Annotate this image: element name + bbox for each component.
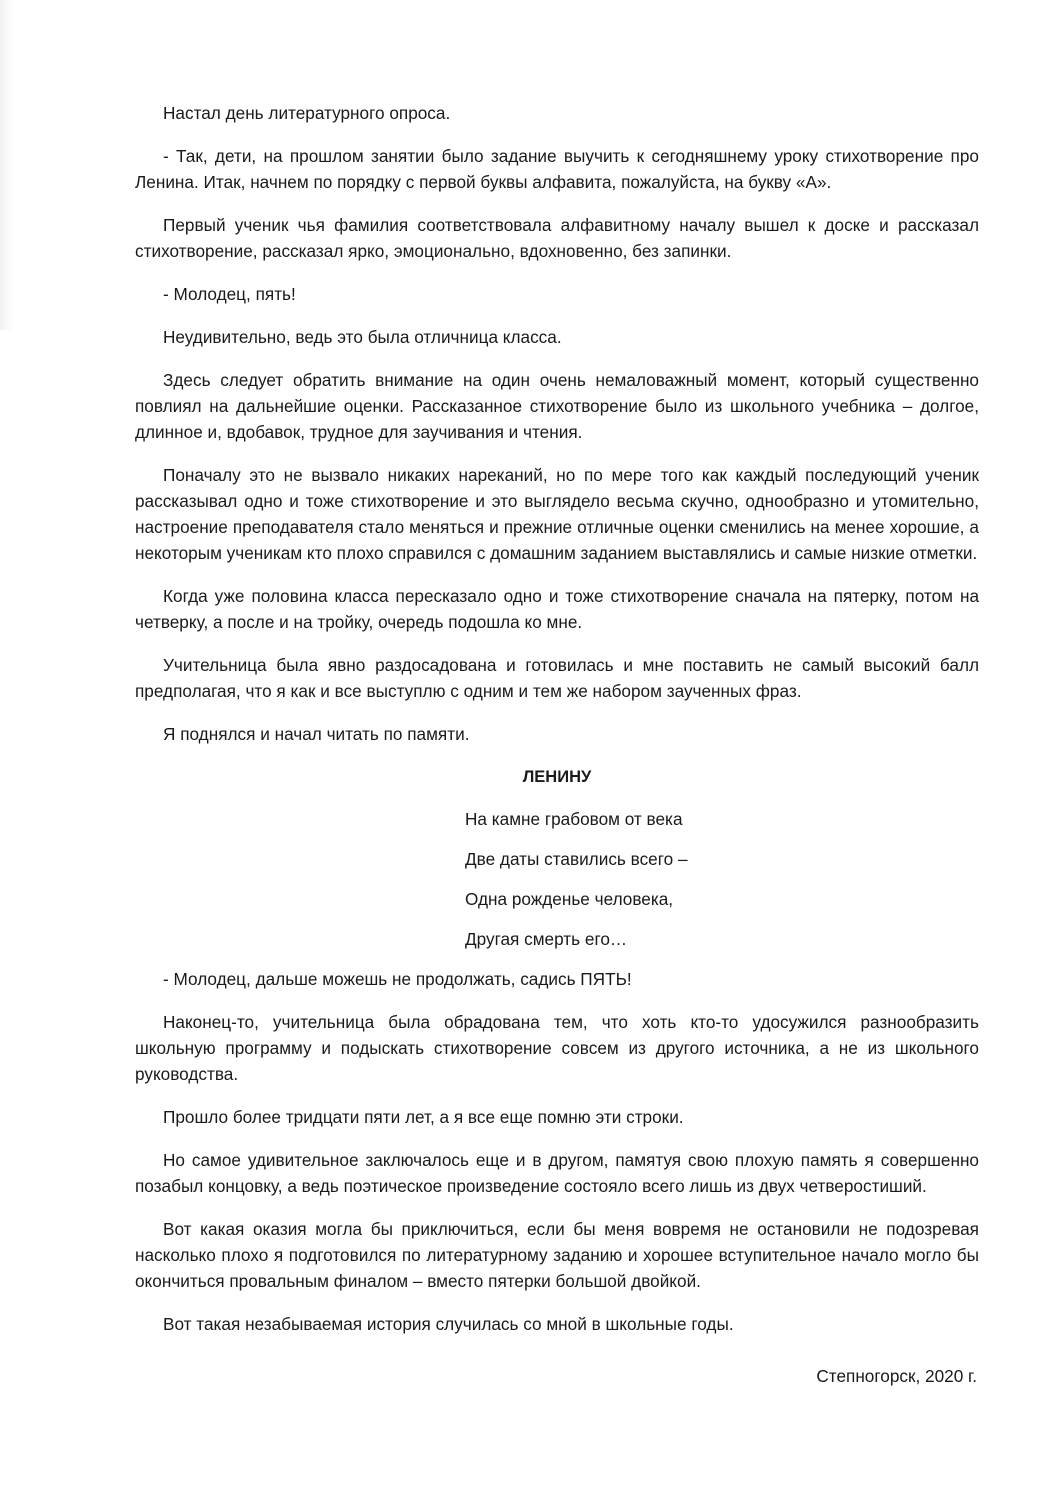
paragraph: - Молодец, пять! — [163, 284, 296, 304]
poem-line: На камне грабовом от века — [465, 809, 683, 829]
paragraph: Неудивительно, ведь это была отличница класса. — [163, 327, 562, 347]
paragraph: Когда уже половина класса пересказало одно и тоже стихотворение сначала на пятерку, потом на четверку, а после и на тройку, очередь подошла ко мне. — [135, 586, 979, 632]
signature-place-date: Степногорск, 2020 г. — [816, 1366, 977, 1386]
paragraph: - Молодец, дальше можешь не продолжать, садись ПЯТЬ! — [163, 969, 632, 989]
paragraph: Вот такая незабываемая история случилась со мной в школьные годы. — [163, 1314, 734, 1334]
paragraph: Но самое удивительное заключалось еще и в другом, памятуя свою плохую память я совершенно позабыл концовку, а ведь поэтическое произведение состояло всего лишь из двух четверостиший. — [135, 1150, 979, 1196]
paragraph: Наконец-то, учительница была обрадована тем, что хоть кто-то удосужился разнообразить школьную программу и подыскать стихотворение совсем из другого источника, а не из школьного руководства. — [135, 1012, 979, 1084]
paragraph: Я поднялся и начал читать по памяти. — [163, 724, 470, 744]
paragraph: Здесь следует обратить внимание на один очень немаловажный момент, который существенно повлиял на дальнейшие оценки. Рассказанное стихотворение было из школьного учебника – долгое, длинное и, вдобавок, трудное для заучивания и чтения. — [135, 370, 979, 442]
paragraph: Поначалу это не вызвало никаких нареканий, но по мере того как каждый последующий ученик рассказывал одно и тоже стихотворение и это выглядело весьма скучно, однообразно и утомительно, настроение преподавателя стало меняться и прежние отличные оценки сменились на менее хорошие, а некоторым ученикам кто плохо справился с домашним заданием выставлялись и самые низкие отметки. — [135, 465, 979, 563]
poem — [135, 764, 979, 952]
document-page — [135, 100, 979, 1354]
paragraph: Первый ученик чья фамилия соответствовала алфавитному началу вышел к доске и рассказал стихотворение, рассказал ярко, эмоционально, вдохновенно, без запинки. — [135, 215, 979, 261]
story-ending — [135, 966, 979, 1337]
poem-title: ЛЕНИНУ — [522, 768, 592, 786]
poem-stanza — [465, 806, 979, 952]
poem-line: Одна рожденье человека, — [465, 889, 674, 909]
poem-line: Две даты ставились всего – — [465, 849, 688, 869]
story-intro — [135, 100, 979, 747]
paragraph: Настал день литературного опроса. — [163, 103, 451, 123]
paragraph: - Так, дети, на прошлом занятии было задание выучить к сегодняшнему уроку стихотворение про Ленина. Итак, начнем по порядку с первой буквы алфавита, пожалуйста, на букву «А». — [135, 146, 979, 192]
scan-margin-shadow — [0, 0, 14, 330]
paragraph: Вот какая оказия могла бы приключиться, если бы меня вовремя не остановили не подозревая насколько плохо я подготовился по литературному заданию и хорошее вступительное начало могло бы окончиться провальным финалом – вместо пятерки большой двойкой. — [135, 1219, 979, 1291]
poem-line: Другая смерть его… — [465, 929, 628, 949]
paragraph: Прошло более тридцати пяти лет, а я все еще помню эти строки. — [163, 1107, 684, 1127]
paragraph: Учительница была явно раздосадована и готовилась и мне поставить не самый высокий балл предполагая, что я как и все выступлю с одним и тем же набором заученных фраз. — [135, 655, 979, 701]
